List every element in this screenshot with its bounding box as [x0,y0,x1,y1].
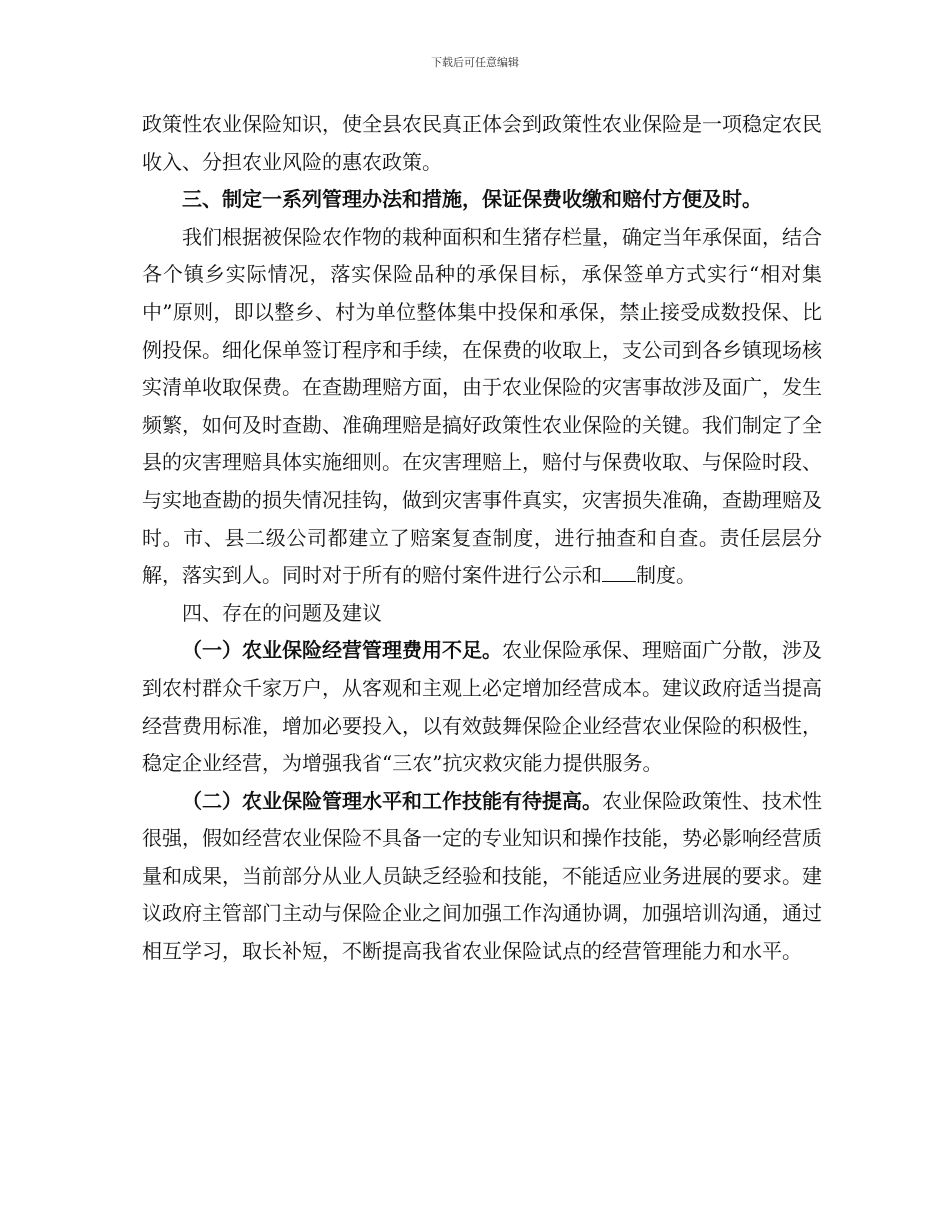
blank-underline [602,563,636,582]
issue-2-body: 农业保险政策性、技术性很强，假如经营农业保险不具备一定的专业知识和操作技能，势必影响经营质量和成果，当前部分从业人员缺乏经验和技能，不能适应业务进展的要求。建议政府主管部门主动与保险企业之间加强工作沟通协调，加强培训沟通，通过相互学习，取长补短，不断提高我省农业保险试点的经营管理能力和水平。 [142,788,822,964]
paragraph-claims-management [142,219,822,595]
issue-1-body: 农业保险承保、理赔面广分散，涉及到农村群众千家万户，从客观和主观上必定增加经营成本。建议政府适当提高经营费用标准，增加必要投入，以有效鼓舞保险企业经营农业保险的积极性，稳定企业经营，为增强我省“三农”抗灾救灾能力提供服务。 [142,638,822,776]
paragraph-claims-end: 制度。 [636,563,696,588]
header-note: 下载后可任意编辑 [431,56,519,69]
section-heading-4: 四、存在的问题及建议 [182,600,382,625]
paragraph-continued: 政策性农业保险知识，使全县农民真正体会到政策性农业保险是一项稳定农民收入、分担农业风险的惠农政策。 [142,112,822,174]
issue-1-title: （一）农业保险经营管理费用不足。 [182,638,502,663]
paragraph-issue-1 [142,632,822,782]
section-heading-3: 三、制定一系列管理办法和措施，保证保费收缴和赔付方便及时。 [182,187,762,212]
document-body [142,106,822,971]
paragraph-claims-text: 我们根据被保险农作物的栽种面积和生猪存栏量，确定当年承保面，结合各个镇乡实际情况，落实保险品种的承保目标，承保签单方式实行“相对集中”原则，即以整乡、村为单位整体集中投保和承保，禁止接受成数投保、比例投保。细化保单签订程序和手续，在保费的收取上，支公司到各乡镇现场核实清单收取保费。在查勘理赔方面，由于农业保险的灾害事故涉及面广，发生频繁，如何及时查勘、准确理赔是搞好政策性农业保险的关键。我们制定了全县的灾害理赔具体实施细则。在灾害理赔上，赔付与保费收取、与保险时段、与实地查勘的损失情况挂钩，做到灾害事件真实，灾害损失准确，查勘理赔及时。市、县二级公司都建立了赔案复查制度，进行抽查和自查。责任层层分解，落实到人。同时对于所有的赔付案件进行公示和 [142,224,822,588]
paragraph-issue-2 [142,783,822,971]
issue-2-title: （二）农业保险管理水平和工作技能有待提高。 [182,788,602,813]
